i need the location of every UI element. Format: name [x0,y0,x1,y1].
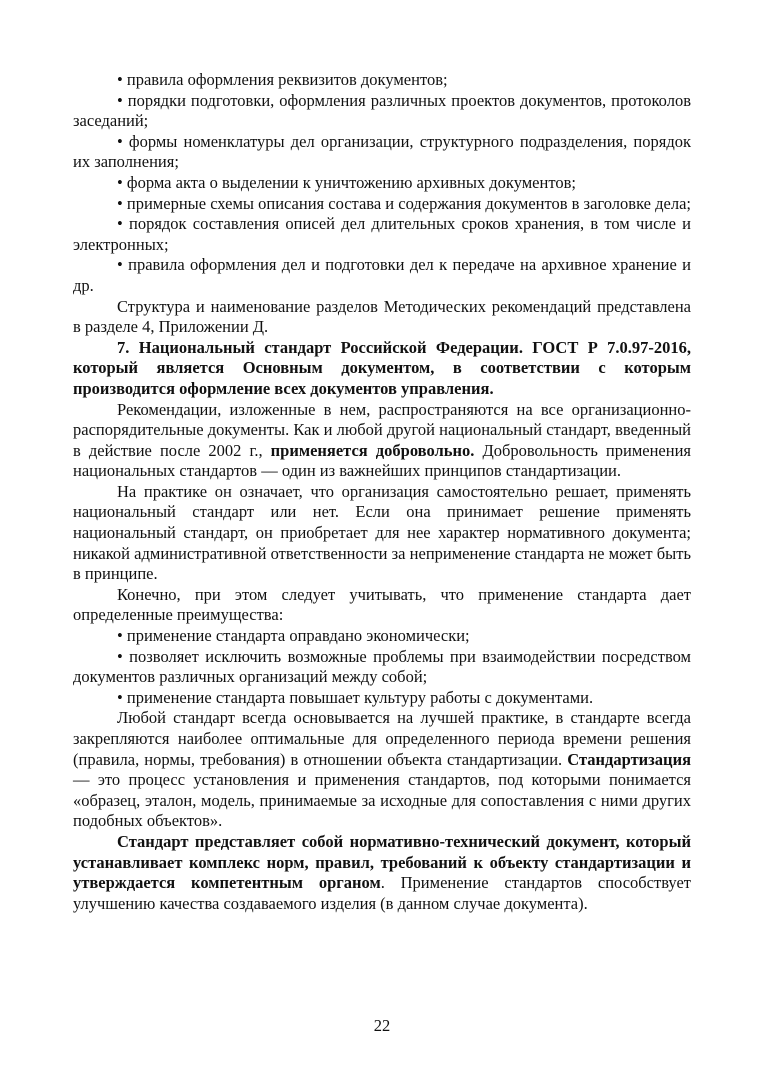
paragraph-recommendations: Рекомендации, изложенные в нем, распространяются на все организационно-распорядительные документы. Как и любой другой национальный стандарт, введенный в действие после 2002 г., применяется добровольно. Добровольность применения национальных стандартов — один из важнейших принципов стандартизации. [73,399,692,481]
bullet-item: • позволяет исключить возможные проблемы при взаимодействии посредством документов различных организаций между собой; [73,646,691,687]
page-number: 22 [373,1016,391,1035]
bullet-item: • порядки подготовки, оформления различных проектов документов, протоколов заседаний; [73,90,691,131]
paragraph-advantages: Конечно, при этом следует учитывать, что применение стандарта дает определенные преимущества: [73,584,691,625]
bullet-item: • применение стандарта оправдано экономически; [117,626,470,646]
bullet-item: • правила оформления дел и подготовки дел к передаче на архивное хранение и др. [73,255,691,295]
bullet-item: • примерные схемы описания состава и содержания документов в заголовке дела; [117,193,691,213]
bullet-item: • правила оформления реквизитов документов; [117,70,448,89]
bullet-item: • формы номенклатуры дел организации, структурного подразделения, порядок их заполнения; [73,131,691,172]
paragraph-practice: На практике он означает, что организация самостоятельно решает, применять национальный стандарт или нет. Если она принимает решение применять национальный стандарт, он приобретает для нее характер нормативного документа; никакой административной ответственности за неприменение стандарта не может быть в принципе. [73,481,691,584]
bullet-item: • порядок составления описей дел длительных сроков хранения, в том числе и электронных; [73,214,691,254]
bullet-item: • форма акта о выделении к уничтожению архивных документов; [117,172,576,192]
paragraph-standard: Любой стандарт всегда основывается на лучшей практике, в стандарте всегда закрепляются наиболее оптимальные для определенного периода времени решения (правила, нормы, требования) в отношении объекта стандартизации. Стандартизация — это процесс установления и применения стандартов, под которыми понимается «образец, эталон, модель, принимаемые за исходные для сопоставления с ними других подобных объектов». [73,708,691,831]
body-text [73,70,691,914]
bullet-item: • применение стандарта повышает культуру работы с документами. [117,687,594,707]
section-heading-7: 7. Национальный стандарт Российской Федерации. ГОСТ Р 7.0.97-2016, который является Основным документом, в соответствии с которым производится оформление всех документов управления. [73,337,691,398]
paragraph-structure: Структура и наименование разделов Методических рекомендаций представлена в разделе 4, Приложении Д. [73,296,691,337]
paragraph-definition: Стандарт представляет собой нормативно-технический документ, который устанавливает комплекс норм, правил, требований к объекту стандартизации и утверждается компетентным органом. Применение стандартов способствует улучшению качества создаваемого изделия (в данном случае документа). [73,831,691,913]
